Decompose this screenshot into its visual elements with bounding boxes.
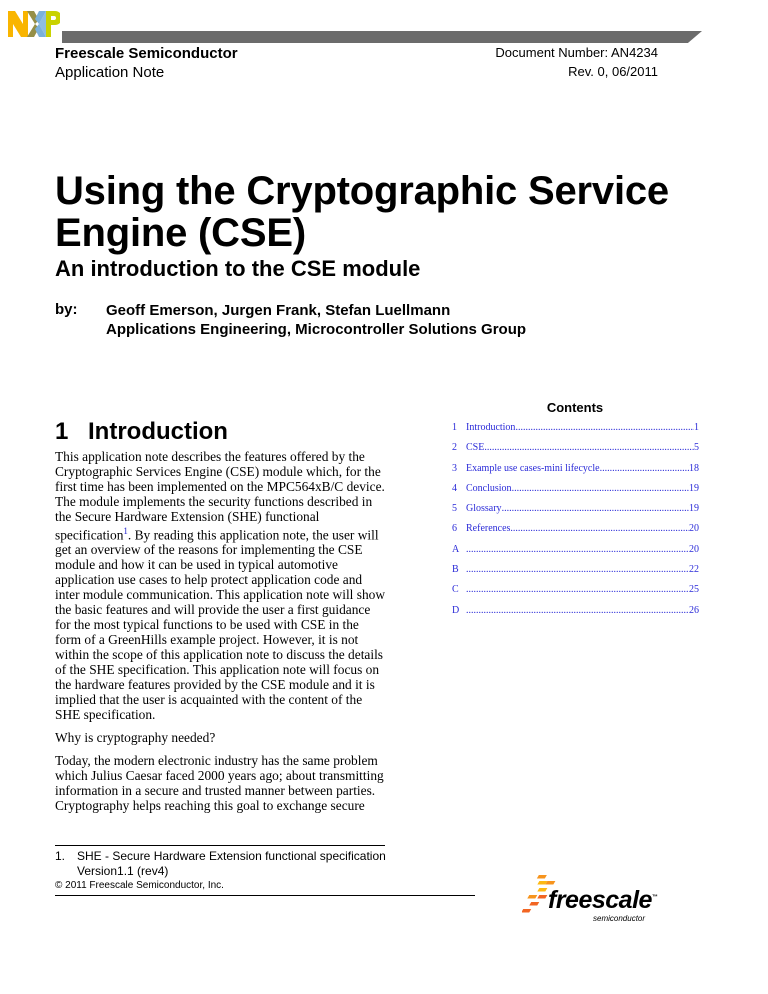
section-heading <box>55 418 228 446</box>
toc-item-appendix-b[interactable] <box>452 564 699 584</box>
authors <box>106 301 526 339</box>
document-type: Application Note <box>55 64 165 81</box>
toc-leader <box>466 584 689 595</box>
toc-leader <box>484 442 694 453</box>
toc-page: 18 <box>689 462 699 474</box>
toc-label: Introduction <box>466 422 516 433</box>
toc-page: 1 <box>694 422 699 433</box>
toc-leader <box>466 544 689 555</box>
toc-item-appendix-d[interactable] <box>452 605 699 625</box>
toc-number: 6 <box>452 523 457 535</box>
toc-number: 5 <box>452 503 457 515</box>
toc-leader <box>600 463 689 474</box>
toc-item-appendix-a[interactable] <box>452 544 699 564</box>
paragraph: Today, the modern electronic industry has the same problem which Julius Caesar faced 2000 years ago; about transmitting information in a secure and trusted manner between parties. Cryptography helps reaching this goal to exchange secure <box>55 753 384 814</box>
nxp-logo-icon <box>8 11 60 37</box>
toc-page: 5 <box>694 442 699 454</box>
toc-item-references[interactable] <box>452 523 699 543</box>
footnote <box>55 849 386 879</box>
footnote-text: SHE - Secure Hardware Extension functional specification <box>77 849 386 863</box>
footnote-number: 1. <box>55 849 66 863</box>
title-line-1: Using the Cryptographic Service <box>55 169 669 213</box>
document-number: Document Number: AN4234 <box>495 45 658 60</box>
toc-leader <box>515 422 694 433</box>
toc-leader <box>466 605 689 616</box>
toc-number: C <box>452 584 459 596</box>
paragraph-text: This application note describes the features offered by the Cryptographic Services Engine (CSE) module which, for the first time has been implemented on the MPC564xB/C device. The module implements the security functions described in the Secure Hardware Extension (SHE) functional specification <box>55 449 385 543</box>
toc-number: A <box>452 543 460 555</box>
toc-page: 25 <box>689 584 699 596</box>
toc-leader <box>466 564 689 575</box>
author-group: Applications Engineering, Microcontroller Solutions Group <box>106 321 527 338</box>
footnote-divider <box>55 845 385 846</box>
toc-label: Example use cases-mini lifecycle <box>466 462 600 474</box>
title-line-2: Engine (CSE) <box>55 211 306 255</box>
toc-item-appendix-c[interactable] <box>452 584 699 604</box>
freescale-logo-wordmark <box>548 886 657 915</box>
toc-label: CSE <box>466 442 485 454</box>
logo-word: freescale <box>548 886 652 914</box>
section-number: 1 <box>55 418 69 445</box>
company-name: Freescale Semiconductor <box>55 45 238 62</box>
subtitle: An introduction to the CSE module <box>55 256 421 281</box>
toc-number: D <box>452 604 460 616</box>
trademark: ™ <box>651 894 658 901</box>
toc-leader <box>510 523 689 534</box>
toc-label: References <box>466 523 511 535</box>
paragraph: Why is cryptography needed? <box>55 730 216 746</box>
toc-page: 20 <box>689 543 699 555</box>
page-title <box>55 170 695 254</box>
table-of-contents <box>452 422 699 625</box>
toc-item-example-use-cases[interactable] <box>452 463 699 483</box>
toc-number: B <box>452 564 459 576</box>
paragraph <box>55 449 388 722</box>
toc-page: 22 <box>689 564 699 576</box>
footer-divider <box>55 895 475 896</box>
toc-leader <box>502 503 689 514</box>
body-text <box>55 449 388 821</box>
toc-page: 19 <box>689 503 699 515</box>
footnote-ref-link[interactable]: 1 <box>123 526 128 536</box>
toc-number: 4 <box>452 482 457 494</box>
toc-number: 3 <box>452 462 457 474</box>
toc-label: Glossary <box>466 503 502 515</box>
toc-item-cse[interactable] <box>452 442 699 462</box>
toc-page: 26 <box>689 604 699 616</box>
toc-label: Conclusion <box>466 482 512 494</box>
revision: Rev. 0, 06/2011 <box>568 64 658 79</box>
section-title: Introduction <box>88 418 228 445</box>
freescale-logo-subtitle: semiconductor <box>593 914 646 923</box>
by-label: by: <box>55 301 78 318</box>
header-bar <box>62 31 702 43</box>
toc-leader <box>512 483 689 494</box>
toc-page: 19 <box>689 482 699 494</box>
copyright: © 2011 Freescale Semiconductor, Inc. <box>55 880 224 891</box>
toc-heading: Contents <box>546 400 604 415</box>
paragraph-text: . By reading this application note, the user will get an overview of the reasons for implementing the CSE module and how it can be used in typical automotive application use cases to help protect application code and inter module communication. This application note will show the basic features and will provide the user a first guidance for the most typical functions to be used with CSE in the form of a GreenHills example project. However, it is not within the scope of this application note to discuss the details of the SHE specification. This application note will focus on the hardware features provided by the CSE module and it is implied that the user is acquainted with the content of the SHE specification. <box>55 527 385 723</box>
author-names: Geoff Emerson, Jurgen Frank, Stefan Luellmann <box>106 302 451 319</box>
toc-item-introduction[interactable] <box>452 422 699 442</box>
toc-item-glossary[interactable] <box>452 503 699 523</box>
toc-number: 1 <box>452 422 457 433</box>
toc-number: 2 <box>452 442 457 454</box>
footnote-text-continued: Version1.1 (rev4) <box>77 864 169 878</box>
toc-item-conclusion[interactable] <box>452 483 699 503</box>
toc-page: 20 <box>689 523 699 535</box>
